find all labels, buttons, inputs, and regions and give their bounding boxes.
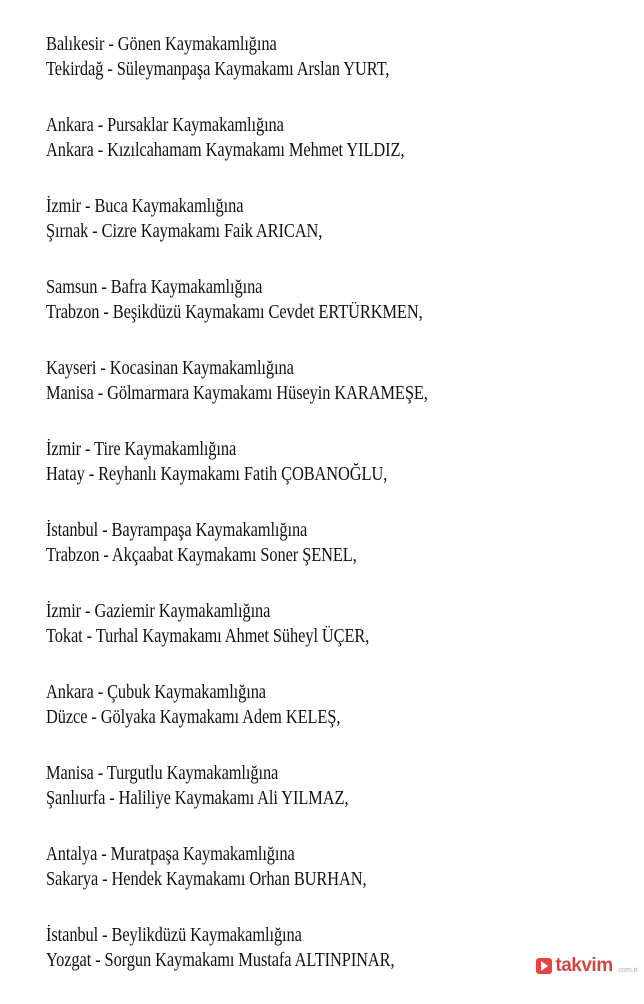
entry-appointee: Trabzon - Akçaabat Kaymakamı Soner ŞENEL, — [46, 545, 357, 566]
entry-appointee: Trabzon - Beşikdüzü Kaymakamı Cevdet ERTÜRKMEN, — [46, 302, 423, 323]
play-logo-icon — [536, 958, 552, 974]
entry-target: İstanbul - Beylikdüzü Kaymakamlığına — [46, 925, 302, 946]
watermark-text: takvim — [555, 955, 613, 976]
list-item — [46, 761, 626, 842]
entry-target: Ankara - Çubuk Kaymakamlığına — [46, 682, 267, 703]
list-item — [46, 842, 626, 923]
appointment-list — [46, 32, 626, 1004]
entry-target: İzmir - Tire Kaymakamlığına — [46, 439, 237, 460]
entry-target: Samsun - Bafra Kaymakamlığına — [46, 277, 263, 298]
list-item — [46, 680, 626, 761]
watermark-suffix: .com.tr — [616, 967, 638, 974]
entry-target: Manisa - Turgutlu Kaymakamlığına — [46, 763, 279, 784]
list-item — [46, 356, 626, 437]
entry-appointee: Şanlıurfa - Haliliye Kaymakamı Ali YILMAZ, — [46, 788, 349, 809]
entry-target: Ankara - Pursaklar Kaymakamlığına — [46, 115, 284, 136]
entry-appointee: Düzce - Gölyaka Kaymakamı Adem KELEŞ, — [46, 707, 341, 728]
entry-appointee: Yozgat - Sorgun Kaymakamı Mustafa ALTINPINAR, — [46, 950, 395, 971]
takvim-watermark — [536, 955, 638, 977]
entry-appointee: Sakarya - Hendek Kaymakamı Orhan BURHAN, — [46, 869, 367, 890]
entry-appointee: Şırnak - Cizre Kaymakamı Faik ARICAN, — [46, 221, 323, 242]
list-item — [46, 599, 626, 680]
list-item — [46, 32, 626, 113]
entry-target: İzmir - Gaziemir Kaymakamlığına — [46, 601, 271, 622]
list-item — [46, 437, 626, 518]
entry-target: İzmir - Buca Kaymakamlığına — [46, 196, 244, 217]
list-item — [46, 518, 626, 599]
entry-appointee: Tokat - Turhal Kaymakamı Ahmet Süheyl ÜÇER, — [46, 626, 370, 647]
entry-target: Balıkesir - Gönen Kaymakamlığına — [46, 34, 277, 55]
entry-appointee: Manisa - Gölmarmara Kaymakamı Hüseyin KARAMEŞE, — [46, 383, 428, 404]
entry-target: İstanbul - Bayrampaşa Kaymakamlığına — [46, 520, 308, 541]
list-item — [46, 194, 626, 275]
entry-appointee: Hatay - Reyhanlı Kaymakamı Fatih ÇOBANOĞLU, — [46, 464, 388, 485]
entry-target: Kayseri - Kocasinan Kaymakamlığına — [46, 358, 294, 379]
entry-appointee: Ankara - Kızılcahamam Kaymakamı Mehmet YILDIZ, — [46, 140, 405, 161]
list-item — [46, 275, 626, 356]
entry-appointee: Tekirdağ - Süleymanpaşa Kaymakamı Arslan YURT, — [46, 59, 390, 80]
entry-target: Antalya - Muratpaşa Kaymakamlığına — [46, 844, 295, 865]
list-item — [46, 113, 626, 194]
